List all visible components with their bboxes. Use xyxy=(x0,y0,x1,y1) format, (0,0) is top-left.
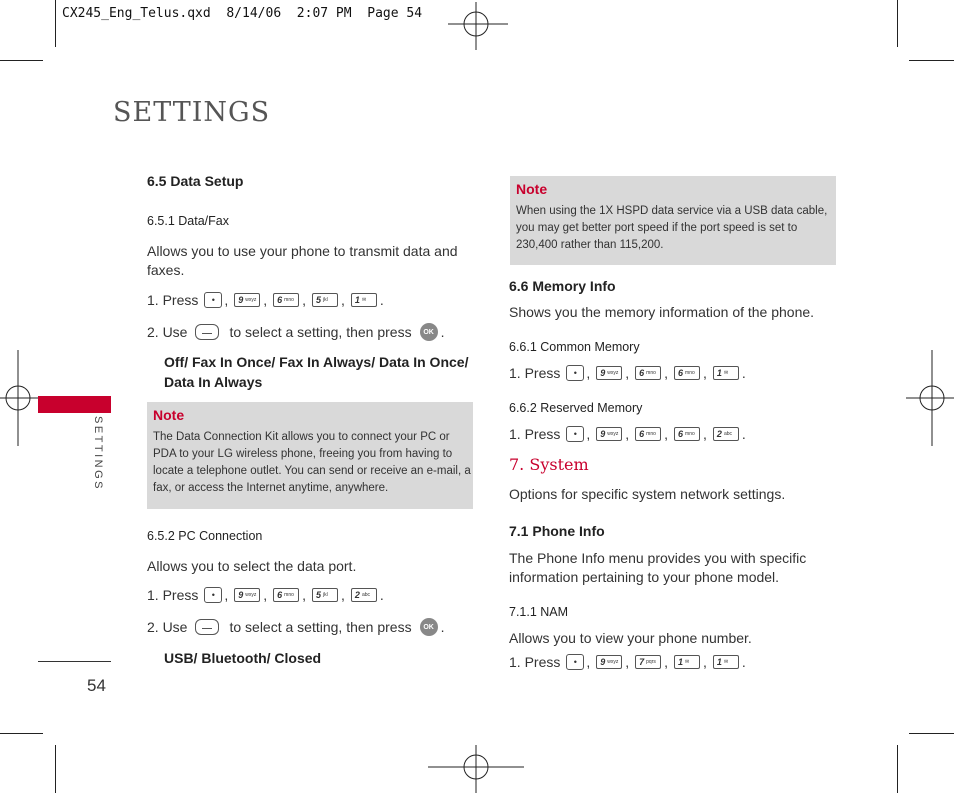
key-label: 5 xyxy=(316,295,322,305)
key-6-icon xyxy=(674,366,700,380)
note-box xyxy=(510,176,836,265)
step-1 xyxy=(147,292,384,308)
nav-key-icon xyxy=(195,324,219,340)
step-1 xyxy=(509,365,746,381)
key-sub: pqrs xyxy=(646,659,656,665)
separator: , xyxy=(586,654,591,670)
period: . xyxy=(741,365,746,381)
key-label: 6 xyxy=(678,429,684,439)
chapter-heading-system: 7. System xyxy=(509,455,589,474)
step-label: 1. Press xyxy=(509,365,561,381)
period: . xyxy=(741,654,746,670)
separator: , xyxy=(341,292,345,308)
key-label: 6 xyxy=(639,368,645,378)
subsection-heading-nam: 7.1.1 NAM xyxy=(509,605,569,619)
key-9-icon xyxy=(596,427,622,441)
key-sub: mno xyxy=(685,370,695,376)
key-sub: mno xyxy=(646,370,656,376)
crop-mark xyxy=(897,745,898,793)
crop-mark xyxy=(897,0,898,47)
step-1 xyxy=(509,654,746,670)
registration-mark-icon xyxy=(448,2,508,50)
note-box xyxy=(147,402,473,509)
registration-mark-icon xyxy=(906,350,954,446)
step-label: 1. Press xyxy=(509,426,561,442)
key-label: 6 xyxy=(277,590,283,600)
crop-mark xyxy=(55,0,56,47)
key-label: 9 xyxy=(600,368,606,378)
key-label: 9 xyxy=(600,429,606,439)
note-text: When using the 1X HSPD data service via a USB data cable, you may get better port speed if the port speed is set to 230,400 rather than 115,200. xyxy=(516,205,828,251)
menu-key-icon: • xyxy=(566,426,584,442)
period: . xyxy=(440,324,445,340)
menu-key-icon: • xyxy=(566,654,584,670)
menu-key-icon: • xyxy=(566,365,584,381)
key-sub: ✉ xyxy=(723,370,729,376)
ok-key-icon: OK xyxy=(420,323,438,341)
key-6-icon xyxy=(674,427,700,441)
step-label: 1. Press xyxy=(509,654,561,670)
note-title: Note xyxy=(153,407,185,423)
key-5-icon xyxy=(312,293,338,307)
nav-key-icon xyxy=(195,619,219,635)
key-sub: wxyz xyxy=(245,297,257,303)
key-9-icon xyxy=(596,366,622,380)
key-2-icon xyxy=(713,427,739,441)
key-sub: jkl xyxy=(323,592,328,598)
key-sub: ✉ xyxy=(723,659,729,665)
subsection-heading-reserved-memory: 6.6.2 Reserved Memory xyxy=(509,401,643,415)
crop-mark xyxy=(909,60,954,61)
separator: , xyxy=(586,365,591,381)
separator: , xyxy=(664,365,669,381)
key-sub: mno xyxy=(646,431,656,437)
key-sub: abc xyxy=(361,592,370,598)
period: . xyxy=(379,587,384,603)
period: . xyxy=(741,426,746,442)
key-1-icon xyxy=(351,293,377,307)
step-1 xyxy=(509,426,746,442)
key-1-icon xyxy=(674,655,700,669)
step-label: 1. Press xyxy=(147,292,199,308)
crop-mark xyxy=(55,745,56,793)
key-label: 6 xyxy=(639,429,645,439)
key-sub: wxyz xyxy=(607,431,619,437)
section-heading-phone-info: 7.1 Phone Info xyxy=(509,523,605,539)
key-sub: ✉ xyxy=(685,659,690,665)
separator: , xyxy=(263,587,268,603)
section-tab xyxy=(38,396,111,413)
key-2-icon xyxy=(351,588,377,602)
separator: , xyxy=(302,587,307,603)
options-list: Off/ Fax In Once/ Fax In Always/ Data In Once/ Data In Always xyxy=(164,354,469,390)
step-label: 2. Use xyxy=(147,324,188,340)
key-sub: jkl xyxy=(323,297,328,303)
key-9-icon xyxy=(234,588,260,602)
paragraph: Allows you to select the data port. xyxy=(147,558,357,574)
key-5-icon xyxy=(312,588,338,602)
page-number: 54 xyxy=(87,676,106,695)
registration-mark-icon xyxy=(428,745,524,793)
divider xyxy=(38,661,111,662)
section-heading-data-setup: 6.5 Data Setup xyxy=(147,173,244,189)
ok-key-icon: OK xyxy=(420,618,438,636)
separator: , xyxy=(625,426,630,442)
key-7-icon xyxy=(635,655,661,669)
key-1-icon xyxy=(713,655,739,669)
paragraph: Shows you the memory information of the phone. xyxy=(509,304,815,320)
key-sub: wxyz xyxy=(607,370,619,376)
paragraph: The Phone Info menu provides you with specific information pertaining to your phone model. xyxy=(509,550,807,585)
key-6-icon xyxy=(273,588,299,602)
step-label: 1. Press xyxy=(147,587,199,603)
note-text: The Data Connection Kit allows you to connect your PC or PDA to your LG wireless phone, freeing you from having to locate a telephone outlet. You can send or receive an e-mail, a fax, or access the Internet anytime, anywhere. xyxy=(153,431,471,494)
key-sub: wxyz xyxy=(245,592,257,598)
key-label: 6 xyxy=(277,295,283,305)
separator: , xyxy=(625,365,630,381)
key-1-icon xyxy=(713,366,739,380)
page-title: SETTINGS xyxy=(113,97,271,128)
step-1 xyxy=(147,587,384,603)
key-label: 1 xyxy=(354,295,360,305)
separator: , xyxy=(341,587,345,603)
paragraph: Allows you to use your phone to transmit data and faxes. xyxy=(147,243,458,278)
paragraph: Allows you to view your phone number. xyxy=(509,630,752,646)
key-label: 1 xyxy=(678,657,684,667)
key-sub: ✉ xyxy=(361,297,367,303)
separator: , xyxy=(703,426,707,442)
key-label: 1 xyxy=(716,657,722,667)
crop-mark xyxy=(0,733,43,734)
separator: , xyxy=(302,292,307,308)
key-sub: mno xyxy=(685,431,695,437)
separator: , xyxy=(703,654,707,670)
key-label: 9 xyxy=(600,657,606,667)
separator: , xyxy=(664,426,669,442)
crop-mark xyxy=(0,60,43,61)
key-6-icon xyxy=(635,427,661,441)
key-label: 9 xyxy=(238,295,244,305)
menu-key-icon: • xyxy=(204,587,222,603)
key-label: 5 xyxy=(316,590,322,600)
paragraph: Options for specific system network settings. xyxy=(509,486,786,502)
step-text: to select a setting, then press xyxy=(229,619,412,635)
key-9-icon xyxy=(234,293,260,307)
separator: , xyxy=(664,654,669,670)
key-label: 9 xyxy=(238,590,244,600)
step-2 xyxy=(147,323,444,341)
key-6-icon xyxy=(635,366,661,380)
separator: , xyxy=(224,292,229,308)
key-9-icon xyxy=(596,655,622,669)
period: . xyxy=(440,619,445,635)
step-text: to select a setting, then press xyxy=(229,324,412,340)
key-label: 2 xyxy=(354,590,360,600)
options-list: USB/ Bluetooth/ Closed xyxy=(164,650,322,666)
key-sub: abc xyxy=(723,431,732,437)
key-label: 1 xyxy=(716,368,722,378)
separator: , xyxy=(625,654,630,670)
key-sub: wxyz xyxy=(607,659,619,665)
separator: , xyxy=(224,587,229,603)
key-label: 7 xyxy=(639,657,645,667)
section-heading-memory-info: 6.6 Memory Info xyxy=(509,278,616,294)
separator: , xyxy=(263,292,268,308)
subsection-heading-pc-connection: 6.5.2 PC Connection xyxy=(147,529,263,543)
step-2 xyxy=(147,618,444,636)
note-title: Note xyxy=(516,181,548,197)
crop-mark xyxy=(909,733,954,734)
key-label: 2 xyxy=(716,429,722,439)
key-label: 6 xyxy=(678,368,684,378)
side-label: SETTINGS xyxy=(92,416,104,492)
separator: , xyxy=(703,365,707,381)
step-label: 2. Use xyxy=(147,619,188,635)
subsection-heading-data-fax: 6.5.1 Data/Fax xyxy=(147,214,229,228)
key-6-icon xyxy=(273,293,299,307)
menu-key-icon: • xyxy=(204,292,222,308)
subsection-heading-common-memory: 6.6.1 Common Memory xyxy=(509,340,640,354)
key-sub: mno xyxy=(284,592,294,598)
file-header: CX245_Eng_Telus.qxd 8/14/06 2:07 PM Page 54 xyxy=(62,6,423,21)
separator: , xyxy=(586,426,591,442)
period: . xyxy=(379,292,384,308)
key-sub: mno xyxy=(284,297,294,303)
